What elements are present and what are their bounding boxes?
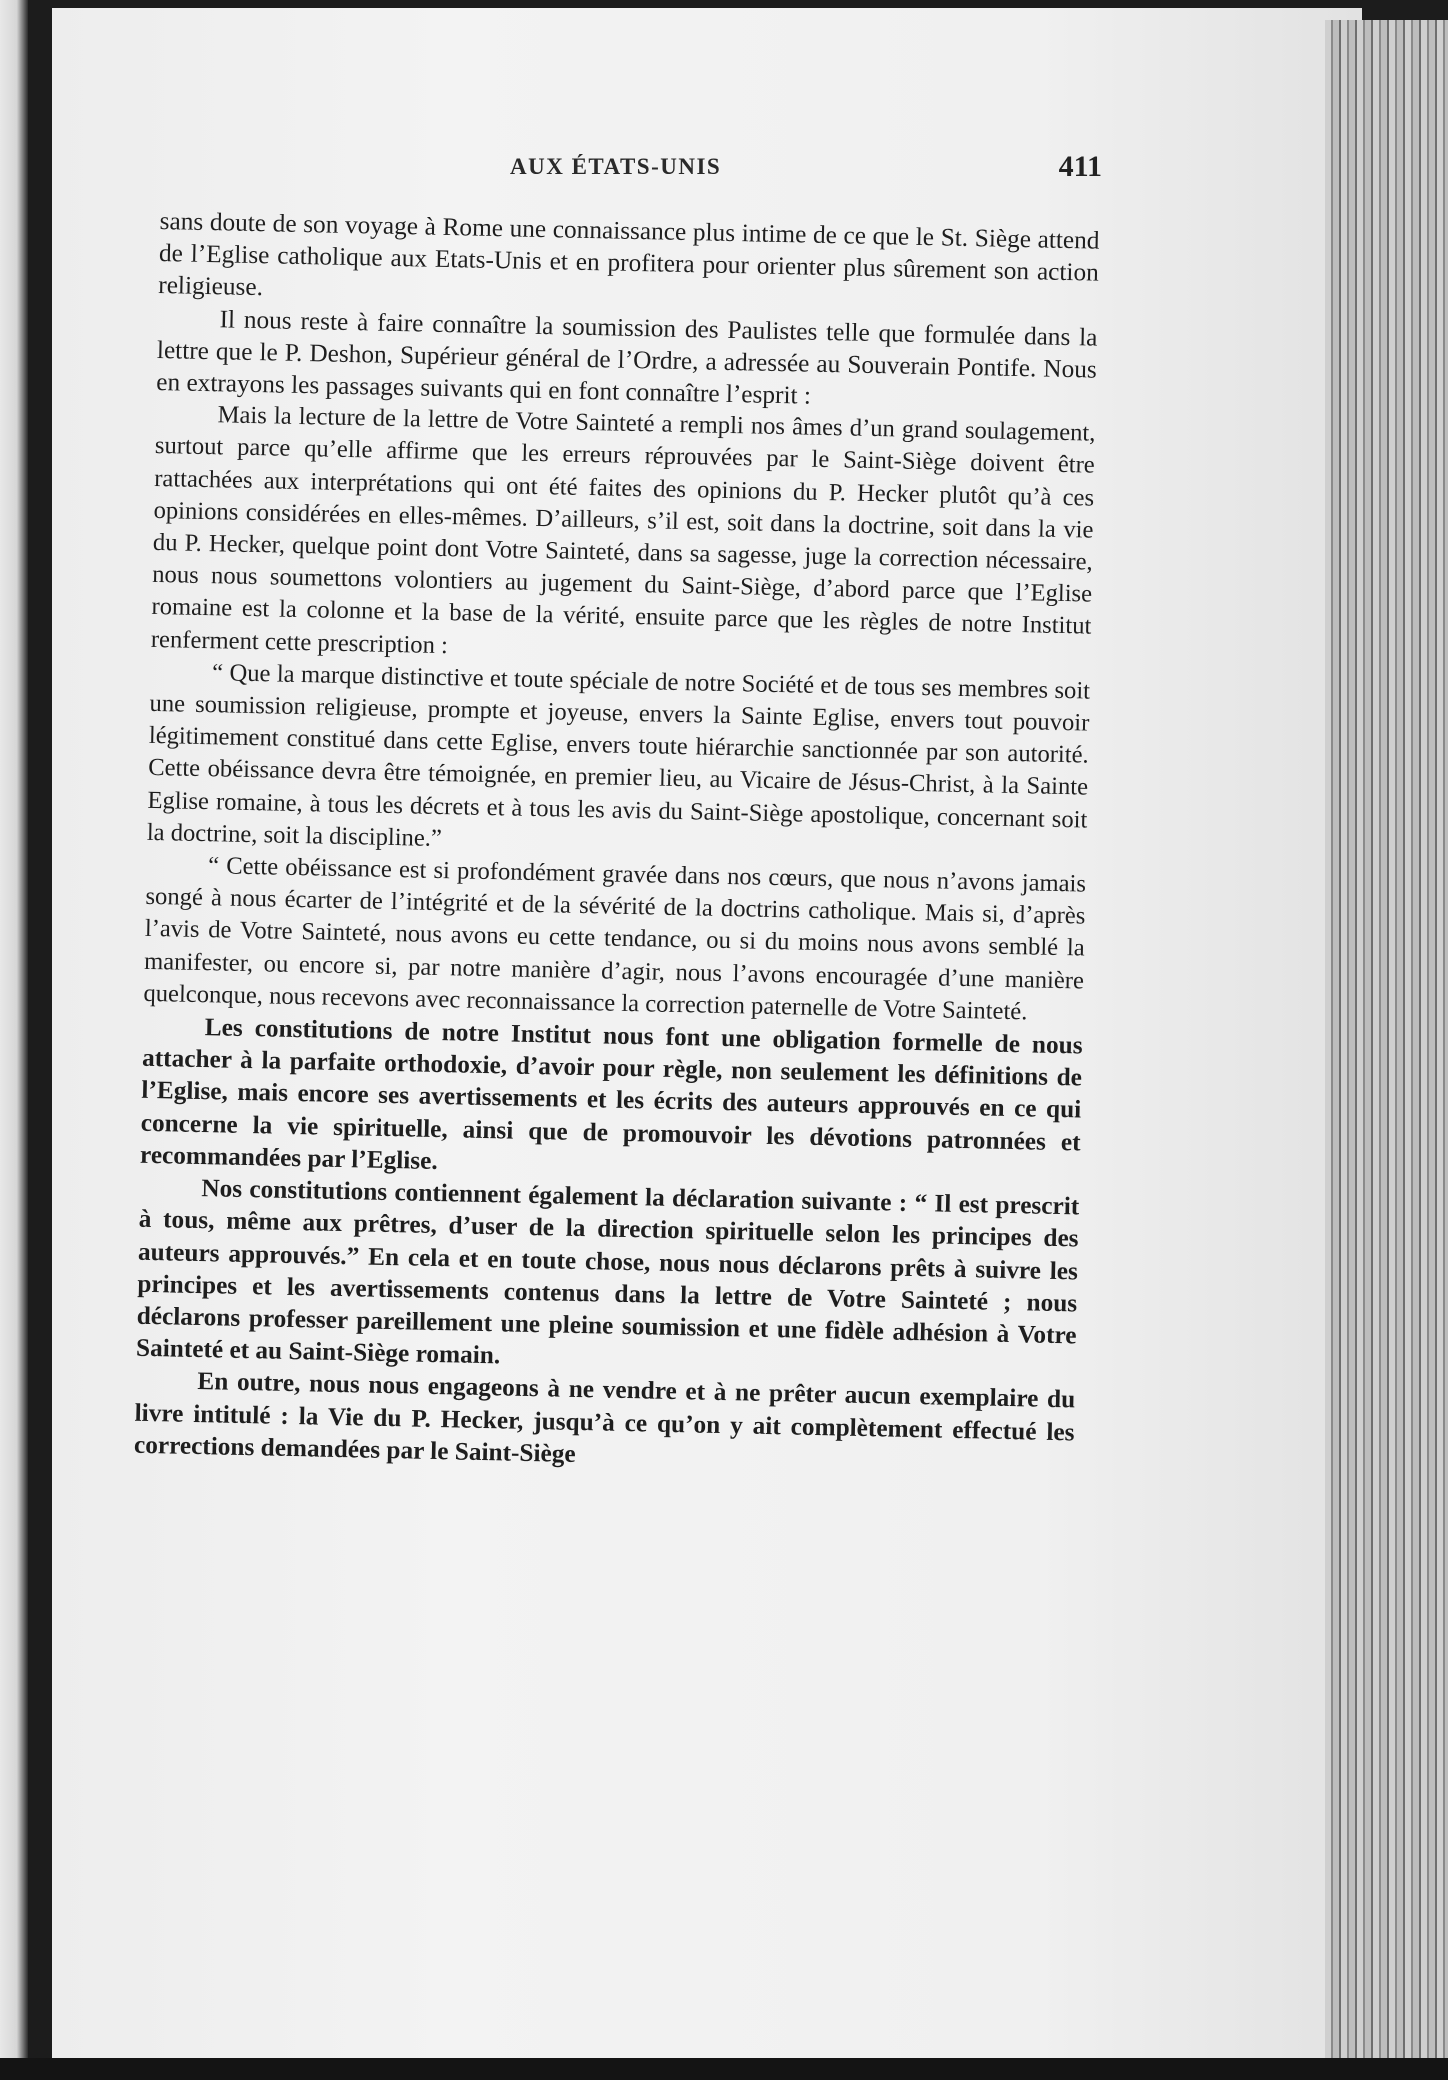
running-title: AUX ÉTATS-UNIS [510,154,722,179]
paragraph: sans doute de son voyage à Rome une connaissance plus intime de ce que le St. Siège attend de l’Eglise catholique aux Etats-Unis et en profitera pour orienter plus sûrement son action religieuse. [158,206,1100,302]
quoted-paragraph: “ Cette obéissance est si profondément gravée dans nos cœurs, que nous n’avons jamais songé à nous écarter de l’intégrité et de la sévérité de la doctrins catholique. Mais si, d’après l’avis de Votre Sainteté, nous avons eu cette tendance, ou si du moins nous avons semblé la manifester, ou encore si, par notre manière d’agir, nous l’avons encouragée d’une manière quelconque, nous recevons avec reconnaissance la correction paternelle de Votre Sainteté. [143,852,1087,1026]
quoted-paragraph: Mais la lecture de la lettre de Votre Sainteté a rempli nos âmes d’un grand soulagement, surtout parce qu’elle affirme que les erreurs réprouvées par le Saint-Siège doivent être rattachées aux interprétations qui ont été faites des opinions du P. Hecker plutôt qu’à ces opinions considérées en elles-mêmes. D’ailleurs, s’il est, soit dans la doctrine, soit dans la vie du P. Hecker, quelque point dont Votre Sainteté, dans sa sagesse, juge la correction nécessaire, nous nous soumettons volontiers au jugement du Saint-Siège, d’abord parce que l’Eglise romaine est la colonne et la base de la vérité, ensuite parce que les règles de notre Institut renferment cette prescription : [150,401,1096,659]
body-text [134,205,1100,1480]
paragraph: Les constitutions de notre Institut nous font une obligation formelle de nous attacher à la parfaite orthodoxie, d’avoir pour règle, non seulement les définitions de l’Eglise, mais encore ses avertissements et les écrits des auteurs approuvés en ce qui concerne la vie spirituelle, ainsi que de promouvoir les dévotions patronnées et recommandées par l’Eglise. [139,1013,1083,1175]
running-header [150,150,1100,190]
page-number: 411 [1058,150,1102,183]
quoted-paragraph: “ Que la marque distinctive et toute spéciale de notre Société et de tous ses membres soit une soumission religieuse, prompte et joyeuse, envers la Sainte Eglise, envers tout pouvoir légitimement constitué dans cette Eglise, envers toute hiérarchie sanctionnée par son autorité. Cette obéissance devra être témoignée, en premier lieu, au Vicaire de Jésus-Christ, à la Sainte Eglise romaine, à tous les décrets et à tous les avis du Saint-Siège apostolique, concernant soit la doctrine, soit la discipline.” [146,659,1091,852]
paragraph: En outre, nous nous engageons à ne vendre et à ne prêter aucun exemplaire du livre intitulé : la Vie du P. Hecker, jusqu’à ce qu’on y ait complètement effectué les corrections demandées par le Saint-Siège [133,1367,1076,1468]
facing-page-edge [0,0,28,2080]
paragraph: Nos constitutions contiennent également la déclaration suivante : “ Il est prescrit à tous, même aux prêtres, d’user de la direction spirituelle selon les principes des auteurs approuvés.” En cela et en toute chose, nous nous déclarons prêts à suivre les principes et les avertissements contenus dans la lettre de Votre Sainteté ; nous déclarons professer pareillement une pleine soumission et une fidèle adhésion à Votre Sainteté et au Saint-Siège romain. [135,1174,1080,1370]
book-page-edges [1325,20,1448,2080]
scan-border [0,2058,1448,2080]
paragraph: Il nous reste à faire connaître la soumission des Paulistes telle que formulée dans la lettre que le P. Deshon, Supérieur général de l’Ordre, a adressée au Souverain Pontife. Nous en extrayons les passages suivants qui en font connaître l’esprit : [155,304,1098,410]
